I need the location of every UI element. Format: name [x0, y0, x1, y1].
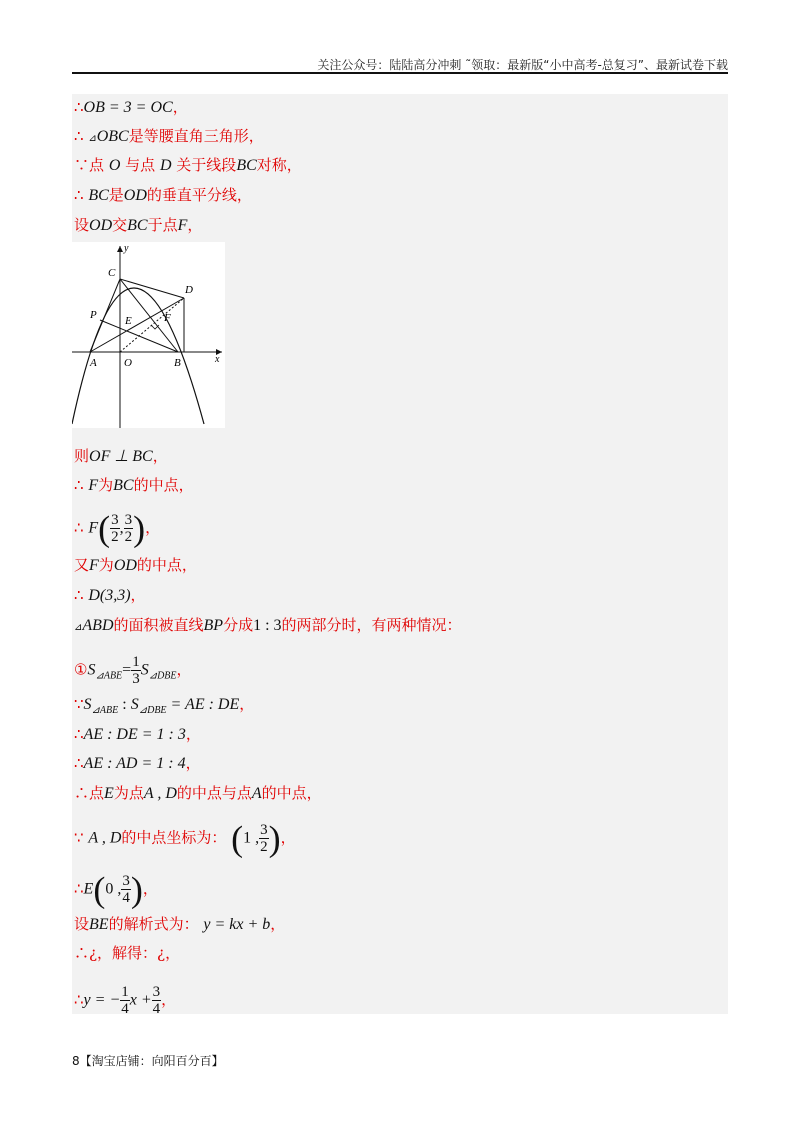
label-f: F — [164, 312, 171, 324]
punct: ， — [280, 828, 296, 847]
text: 分成 — [223, 616, 254, 634]
text: 的面积被直线 — [113, 616, 204, 634]
line-5 — [74, 215, 202, 236]
solution-panel — [72, 94, 728, 1017]
math-expr: D(3,3) — [88, 587, 131, 604]
math-expr: OB = 3 = OC — [83, 99, 173, 116]
line-6 — [74, 446, 168, 467]
math-var: BC — [88, 187, 109, 204]
text: ¿，解得：¿， — [89, 944, 181, 962]
area-symbol: S — [140, 661, 149, 679]
text: 的两部分时，有两种情况： — [281, 616, 462, 634]
therefore-symbol: ∴ — [74, 186, 84, 204]
math-expr: AE : DE = 1 : 3 — [83, 726, 186, 743]
text: 的中点与点 — [176, 784, 252, 802]
fraction: $\frac{3}{2}$ — [260, 822, 268, 855]
comma: , — [119, 519, 124, 537]
punct: ， — [152, 447, 168, 465]
label-c: C — [108, 267, 116, 279]
coordinate-x: 0 , — [105, 880, 122, 898]
therefore-symbol: ∴ — [74, 586, 84, 604]
equals: = — [122, 661, 132, 679]
text: ， — [187, 216, 203, 234]
math-var: OD — [89, 217, 113, 234]
line-3 — [74, 155, 302, 176]
math-var: F — [88, 519, 99, 537]
fraction: $\frac{3}{2}$ — [124, 512, 133, 545]
therefore-symbol: ∴ — [74, 879, 84, 898]
math-expr: x + — [129, 991, 152, 1009]
subscript: ⊿ABE — [91, 705, 119, 716]
area-symbol: S — [130, 696, 139, 713]
line-21 — [74, 984, 176, 1017]
line-19 — [74, 914, 285, 935]
line-18: ∴E(0 , $\frac{3}{4}$ )， — [74, 869, 158, 910]
label-y: y — [124, 243, 129, 254]
label-e: E — [125, 315, 132, 327]
therefore-symbol: ∴ — [74, 725, 84, 743]
text: 点 — [89, 156, 105, 174]
line-1 — [74, 97, 188, 118]
therefore-symbol: ∴ — [74, 127, 84, 145]
geometry-diagram — [72, 242, 225, 428]
math-var: F — [89, 557, 99, 574]
header-rule — [72, 72, 728, 74]
punct: ， — [161, 990, 177, 1009]
fraction: $\frac{1}{4}$ — [121, 984, 129, 1017]
label-o: O — [124, 357, 132, 369]
therefore-symbol: ∴ — [74, 944, 90, 962]
punct: ， — [176, 660, 192, 679]
punct: ， — [142, 879, 158, 898]
math-var: OD — [113, 557, 137, 574]
math-expr: OBC — [96, 128, 129, 145]
fraction: $\frac{3}{4}$ — [122, 873, 130, 906]
colon: : — [118, 696, 131, 713]
math-expr: y = − — [83, 991, 121, 1009]
math-var: E — [104, 785, 114, 802]
line-16 — [74, 783, 322, 804]
math-var: A , D — [143, 785, 177, 802]
ratio: 1 : 3 — [253, 617, 282, 634]
text: 于点 — [147, 216, 178, 234]
text: 为 — [98, 556, 114, 574]
therefore-symbol: ∴ — [74, 990, 84, 1009]
math-var: BC — [236, 157, 257, 174]
therefore-symbol: ∴ — [74, 754, 84, 772]
because-symbol: ∵ — [74, 156, 90, 174]
line-13 — [74, 694, 254, 721]
punct: ， — [239, 695, 255, 713]
line-4 — [74, 185, 252, 206]
therefore-symbol: ∴ — [74, 784, 90, 802]
because-symbol: ∵ — [74, 695, 84, 713]
triangle-symbol: ⊿ — [88, 133, 97, 144]
area-symbol: S — [83, 696, 92, 713]
math-var: BC — [127, 217, 148, 234]
math-var: BC — [113, 477, 134, 494]
line-11 — [74, 615, 462, 638]
math-expr: y = kx + b — [203, 916, 271, 933]
label-p: P — [90, 309, 97, 321]
punct: ， — [270, 915, 286, 933]
text: 的中点， — [261, 784, 322, 802]
therefore-symbol: ∴ — [74, 98, 84, 116]
fraction: $\frac{1}{3}$ — [132, 654, 140, 687]
text: 是 — [108, 186, 124, 204]
text: 设 — [74, 216, 90, 234]
math-var: E — [83, 880, 94, 898]
text: 为点 — [113, 784, 144, 802]
line-20 — [74, 943, 180, 963]
text: 与点 — [125, 156, 156, 174]
math-var: F — [177, 217, 188, 234]
page-footer: 8【淘宝店铺：向阳百分百】 — [72, 1054, 224, 1068]
line-14 — [74, 724, 201, 745]
text: 对称， — [256, 156, 302, 174]
line-17: ∵ A , D的中点坐标为： (1 , $\frac{3}{2}$ )， — [74, 818, 296, 859]
text: 的垂直平分线， — [146, 186, 252, 204]
math-var: ABD — [82, 617, 114, 634]
text: 则 — [74, 447, 90, 465]
line-2 — [74, 126, 264, 149]
label-b: B — [174, 357, 181, 369]
label-x: x — [215, 354, 220, 365]
math-var: OD — [123, 187, 147, 204]
math-var: BE — [89, 916, 109, 933]
text: 关于线段 — [176, 156, 237, 174]
math-expr: OF ⊥ BC — [89, 448, 153, 465]
because-symbol: ∵ — [74, 828, 84, 847]
line-10 — [74, 585, 146, 606]
text: 的中点， — [133, 476, 194, 494]
punct: ， — [145, 518, 161, 537]
text: 又 — [74, 556, 90, 574]
page-header: 关注公众号：陆陆高分冲刺 ˜领取：最新版“小中高考-总复习”、最新试卷下载 — [317, 58, 728, 72]
subscript: ⊿DBE — [138, 705, 167, 716]
parabola-figure — [72, 242, 225, 428]
text: 设 — [74, 915, 90, 933]
line-12 — [74, 654, 192, 687]
text: 的中点， — [136, 556, 197, 574]
line-15 — [74, 753, 201, 774]
math-var: BP — [203, 617, 224, 634]
punct: ， — [130, 586, 146, 604]
text: 交 — [112, 216, 128, 234]
fraction: $\frac{3}{2}$ — [111, 512, 119, 545]
subscript: ⊿DBE — [148, 670, 177, 682]
label-d: D — [185, 284, 193, 296]
therefore-symbol: ∴ — [74, 518, 84, 537]
math-var: A — [251, 785, 262, 802]
subscript: ⊿ABE — [95, 670, 123, 682]
punct: ， — [185, 725, 201, 743]
math-expr: AE : AD = 1 : 4 — [83, 755, 186, 772]
line-7 — [74, 475, 194, 496]
coordinate-x: 1 , — [243, 829, 260, 847]
math-expr: = AE : DE — [166, 696, 240, 713]
text: 的中点坐标为： — [121, 828, 227, 847]
text: 的解析式为： — [108, 915, 199, 933]
line-8: ∴ F( $\frac{3}{2}$ , $\frac{3}{2}$ )， — [74, 508, 161, 549]
punct: ， — [172, 98, 188, 116]
math-var: F — [88, 477, 99, 494]
text: 点 — [89, 784, 105, 802]
therefore-symbol: ∴ — [74, 476, 84, 494]
math-var: D — [159, 157, 172, 174]
text: 是等腰直角三角形， — [128, 127, 264, 145]
triangle-symbol: ⊿ — [74, 622, 83, 633]
label-a: A — [90, 357, 97, 369]
area-symbol: S — [87, 661, 96, 679]
fraction: $\frac{3}{4}$ — [152, 984, 161, 1017]
case-number: ① — [74, 660, 88, 679]
punct: ， — [185, 754, 201, 772]
text: 为 — [98, 476, 114, 494]
line-9 — [74, 555, 197, 576]
y-axis-arrow-icon — [117, 246, 123, 252]
math-var: O — [108, 157, 121, 174]
math-var: A , D — [88, 829, 122, 847]
